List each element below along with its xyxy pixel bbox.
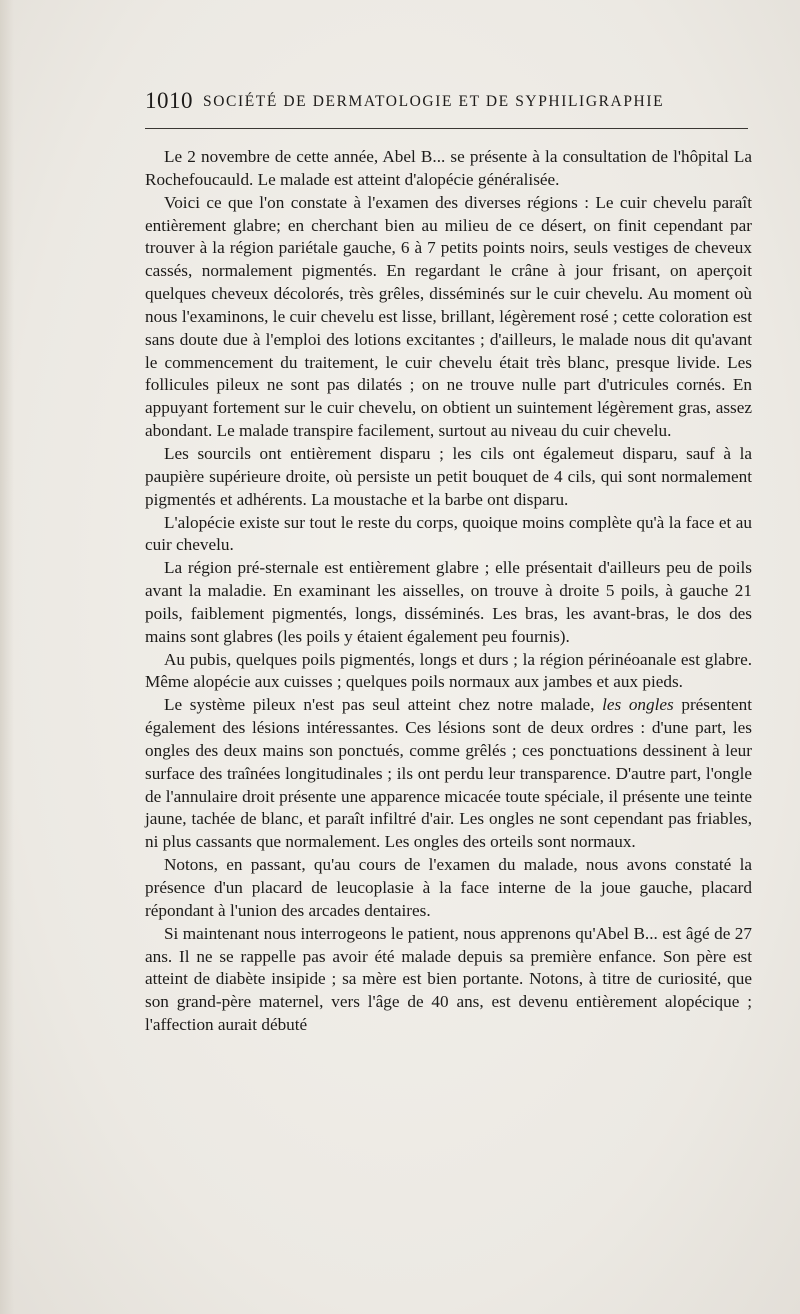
- paragraph: L'alopécie existe sur tout le reste du corps, quoique moins complète qu'à la face et au cuir chevelu.: [145, 512, 752, 555]
- header-rule: [145, 128, 748, 129]
- running-title: SOCIÉTÉ DE DERMATOLOGIE ET DE SYPHILIGRAPHIE: [203, 93, 665, 110]
- paragraph: Le 2 novembre de cette année, Abel B... se présente à la consultation de l'hôpital La Rochefoucauld. Le malade est atteint d'alopécie généralisée.: [145, 147, 752, 189]
- paragraph-text: présentent également des lésions intéressantes. Ces lésions sont de deux ordres : d'une part, les ongles des deux mains son ponctués, comme grêlés ; ces ponctuations dessinent à leur surface des traînées longitudinales ; ils ont perdu leur transparence. D'autre part, l'ongle de l'annulaire droit présente une apparence micacée toute spéciale, il présente une teinte jaune, tachée de blanc, et paraît infiltré d'air. Les ongles ne sont cependant pas friables, ni plus cassants que normalement. Les ongles des orteils sont normaux.: [145, 695, 752, 852]
- page-number: 1010: [145, 88, 193, 113]
- paragraph: Les sourcils ont entièrement disparu ; les cils ont égalemeut disparu, sauf à la paupière supérieure droite, où persiste un petit bouquet de 4 cils, qui sont normalement pigmentés et adhérents. La moustache et la barbe ont disparu.: [145, 443, 752, 509]
- paragraph: Au pubis, quelques poils pigmentés, longs et durs ; la région périnéoanale est glabre. Même alopécie aux cuisses ; quelques poils normaux aux jambes et aux pieds.: [145, 649, 752, 692]
- paragraph-text: Le système pileux n'est pas seul atteint chez notre malade,: [164, 695, 603, 715]
- paragraph: Notons, en passant, qu'au cours de l'examen du malade, nous avons constaté la présence d'un placard de leucoplasie à la face interne de la joue gauche, placard répondant à l'union des arcades dentaires.: [145, 855, 752, 920]
- page-binding-shadow: [0, 0, 14, 1314]
- paragraph: [145, 694, 752, 854]
- paragraph: Voici ce que l'on constate à l'examen des diverses régions : Le cuir chevelu paraît entièrement glabre; en cherchant bien au milieu de ce désert, on finit cependant par trouver à la région pariétale gauche, 6 à 7 petits points noirs, seuls vestiges de cheveux cassés, normalement pigmentés. En regardant le crâne à jour frisant, on aperçoit quelques cheveux décolorés, très grêles, disséminés sur le cuir chevelu. Au moment où nous l'examinons, le cuir chevelu est lisse, brillant, légèrement rosé ; cette coloration est sans doute due à l'emploi des lotions excitantes ; d'ailleurs, le malade nous dit qu'avant le commencement du traitement, le cuir chevelu était très blanc, presque livide. Les follicules pileux ne sont pas dilatés ; on ne trouve nulle part d'utricules cornés. En appuyant fortement sur le cuir chevelu, on obtient un suintement légèrement gras, assez abondant. Le malade transpire facilement, surtout au niveau du cuir chevelu.: [145, 192, 752, 441]
- italic-term: les ongles: [602, 695, 674, 715]
- body-text: [145, 146, 752, 1037]
- page-header: [145, 88, 755, 116]
- paragraph: La région pré-sternale est entièrement glabre ; elle présentait d'ailleurs peu de poils avant la maladie. En examinant les aisselles, on trouve à droite 5 poils, à gauche 21 poils, faiblement pigmentés, longs, disséminés. Les bras, les avant-bras, le dos des mains sont glabres (les poils y étaient également peu fournis).: [145, 558, 752, 646]
- paragraph: Si maintenant nous interrogeons le patient, nous apprenons qu'Abel B... est âgé de 27 ans. Il ne se rappelle pas avoir été malade depuis sa première enfance. Son père est atteint de diabète insipide ; sa mère est bien portante. Notons, à titre de curiosité, que son grand-père maternel, vers l'âge de 40 ans, est devenu entièrement alopécique ; l'affection aurait débuté: [145, 923, 752, 1035]
